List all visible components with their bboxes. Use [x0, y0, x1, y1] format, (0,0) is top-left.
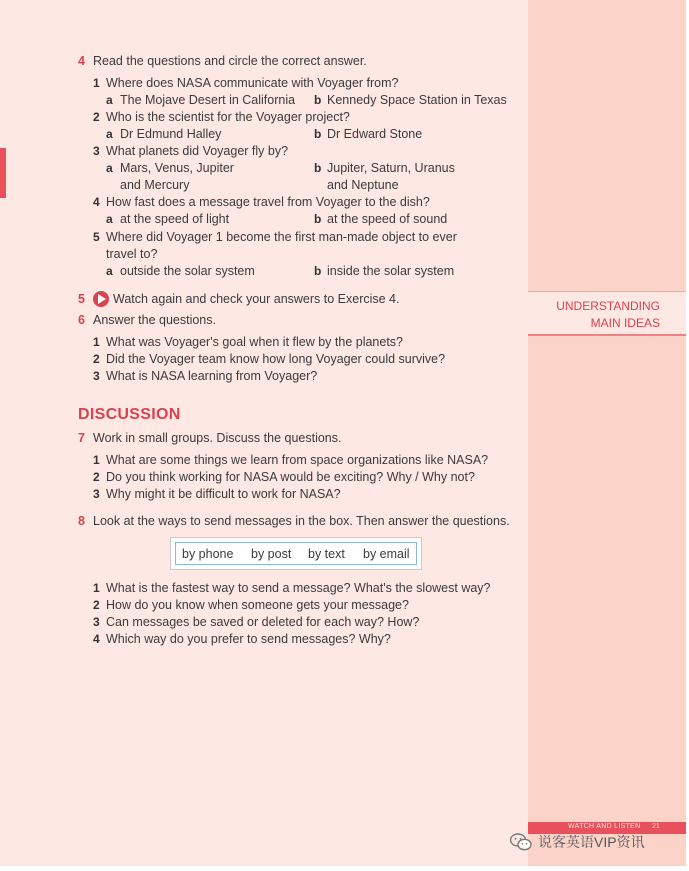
- ex6-q2-number: 2: [93, 352, 100, 366]
- footer-section-title: WATCH AND LISTEN: [568, 823, 641, 830]
- ex4-q1-option-a[interactable]: The Mojave Desert in California: [120, 93, 296, 107]
- ex4-q5-option-b[interactable]: inside the solar system: [327, 264, 455, 278]
- word-box-item: by post: [251, 547, 292, 561]
- ex7-q3-text: Why might it be difficult to work for NASA?: [106, 487, 341, 501]
- ex4-q1-b-label: b: [314, 93, 322, 107]
- word-box: [170, 537, 422, 570]
- ex4-q4-option-b[interactable]: at the speed of sound: [327, 212, 448, 226]
- ex4-q2-number: 2: [93, 110, 100, 124]
- ex8-q3-text: Can messages be saved or deleted for each way? How?: [106, 615, 420, 629]
- ex4-q3-a-label: a: [106, 161, 113, 175]
- ex4-q3-option-a-line1[interactable]: Mars, Venus, Jupiter: [120, 161, 234, 175]
- ex6-q1-text: What was Voyager's goal when it flew by the planets?: [106, 335, 403, 349]
- exercise-8-number: 8: [78, 514, 85, 528]
- video-play-icon[interactable]: [93, 291, 109, 307]
- ex8-q1-number: 1: [93, 581, 100, 595]
- ex7-q2-text: Do you think working for NASA would be exciting? Why / Why not?: [106, 470, 475, 484]
- ex8-q2-text: How do you know when someone gets your message?: [106, 598, 409, 612]
- ex4-q1-number: 1: [93, 76, 100, 90]
- ex8-q4-number: 4: [93, 632, 100, 646]
- exercise-7-instruction: Work in small groups. Discuss the questions.: [93, 431, 342, 445]
- ex4-q3-b-label: b: [314, 161, 322, 175]
- exercise-6-instruction: Answer the questions.: [93, 313, 216, 327]
- exercise-4-instruction: Read the questions and circle the correct answer.: [93, 54, 367, 68]
- ex4-q4-option-a[interactable]: at the speed of light: [120, 212, 230, 226]
- ex8-q4-text: Which way do you prefer to send messages? Why?: [106, 632, 391, 646]
- right-sidebar: [528, 0, 686, 866]
- ex4-q5-b-label: b: [314, 264, 322, 278]
- ex4-q5-a-label: a: [106, 264, 113, 278]
- word-box-item: by phone: [182, 547, 234, 561]
- discussion-heading: DISCUSSION: [78, 406, 181, 423]
- ex4-q3-option-b-line1[interactable]: Jupiter, Saturn, Uranus: [327, 161, 455, 175]
- ex4-q3-text: What planets did Voyager fly by?: [106, 144, 289, 158]
- ex4-q5-text-line1: Where did Voyager 1 become the first man-made object to ever: [106, 230, 457, 244]
- ex7-q3-number: 3: [93, 487, 100, 501]
- ex6-q3-text: What is NASA learning from Voyager?: [106, 369, 318, 383]
- ex7-q2-number: 2: [93, 470, 100, 484]
- ex4-q4-number: 4: [93, 195, 100, 209]
- ex4-q5-option-a[interactable]: outside the solar system: [120, 264, 255, 278]
- sidebar-section-label: [528, 291, 686, 336]
- ex4-q3-option-b-line2[interactable]: and Neptune: [327, 178, 399, 192]
- exercise-5-instruction: Watch again and check your answers to Exercise 4.: [113, 292, 400, 306]
- ex4-q3-option-a-line2[interactable]: and Mercury: [120, 178, 190, 192]
- ex4-q2-b-label: b: [314, 127, 322, 141]
- word-box-item: by text: [308, 547, 345, 561]
- exercise-5-number: 5: [78, 292, 85, 306]
- ex4-q4-text: How fast does a message travel from Voyager to the dish?: [106, 195, 430, 209]
- ex4-q5-text-line2: travel to?: [106, 247, 158, 261]
- ex7-q1-number: 1: [93, 453, 100, 467]
- ex4-q2-text: Who is the scientist for the Voyager project?: [106, 110, 350, 124]
- footer-page-number: 21: [652, 823, 660, 830]
- exercise-7-number: 7: [78, 431, 85, 445]
- word-box-item: by email: [363, 547, 410, 561]
- ex4-q1-a-label: a: [106, 93, 113, 107]
- ex4-q2-a-label: a: [106, 127, 113, 141]
- ex8-q2-number: 2: [93, 598, 100, 612]
- ex8-q1-text: What is the fastest way to send a message? What's the slowest way?: [106, 581, 491, 595]
- page-edge-tab: [0, 148, 6, 198]
- ex6-q1-number: 1: [93, 335, 100, 349]
- ex4-q1-text: Where does NASA communicate with Voyager from?: [106, 76, 399, 90]
- ex6-q3-number: 3: [93, 369, 100, 383]
- ex4-q1-option-b[interactable]: Kennedy Space Station in Texas: [327, 93, 507, 107]
- ex4-q4-a-label: a: [106, 212, 113, 226]
- exercise-6-number: 6: [78, 313, 85, 327]
- ex4-q3-number: 3: [93, 144, 100, 158]
- ex8-q3-number: 3: [93, 615, 100, 629]
- wechat-icon: [510, 833, 532, 851]
- ex4-q4-b-label: b: [314, 212, 322, 226]
- wechat-watermark: [510, 832, 645, 852]
- ex4-q5-number: 5: [93, 230, 100, 244]
- ex4-q2-option-a[interactable]: Dr Edmund Halley: [120, 127, 222, 141]
- sidebar-label-line2: MAIN IDEAS: [590, 316, 660, 330]
- exercise-8-instruction: Look at the ways to send messages in the box. Then answer the questions.: [93, 514, 510, 528]
- ex6-q2-text: Did the Voyager team know how long Voyager could survive?: [106, 352, 446, 366]
- ex7-q1-text: What are some things we learn from space organizations like NASA?: [106, 453, 489, 467]
- sidebar-label-line1: UNDERSTANDING: [556, 299, 660, 313]
- watermark-text: 说客英语VIP资讯: [538, 834, 645, 850]
- ex4-q2-option-b[interactable]: Dr Edward Stone: [327, 127, 423, 141]
- exercise-4-number: 4: [78, 54, 85, 68]
